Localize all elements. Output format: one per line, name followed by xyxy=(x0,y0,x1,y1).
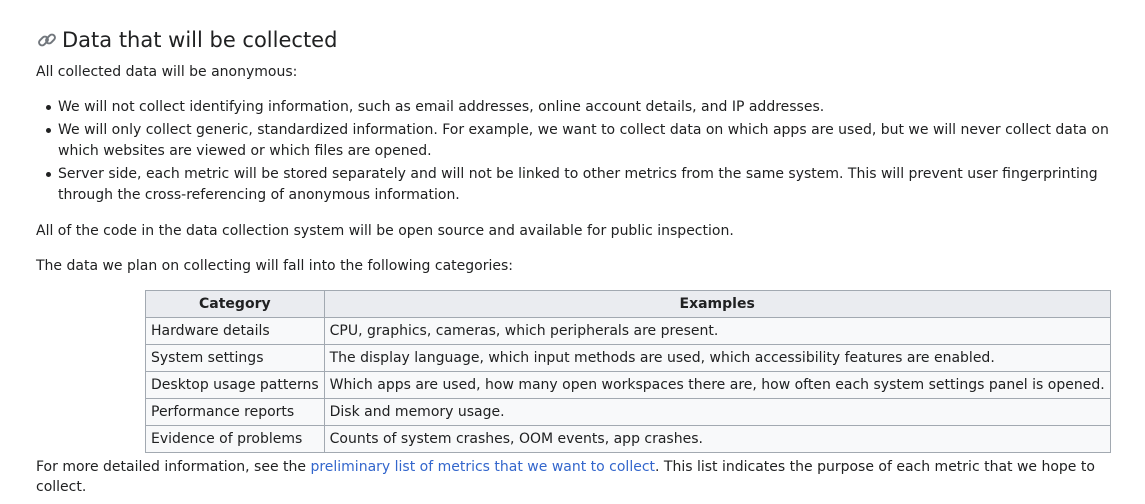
table-cell-examples: Disk and memory usage. xyxy=(324,399,1110,426)
table-row xyxy=(146,372,1111,399)
link-icon[interactable] xyxy=(36,29,58,51)
more-info-prefix: For more detailed information, see the xyxy=(36,459,311,475)
table-cell-category: Hardware details xyxy=(146,318,325,345)
list-item: We will not collect identifying information, such as email addresses, online account details, and IP addresses. xyxy=(36,97,1141,118)
open-source-paragraph: All of the code in the data collection system will be open source and available for public inspection. xyxy=(36,223,734,239)
categories-table xyxy=(145,290,1111,453)
list-item: Server side, each metric will be stored separately and will not be linked to other metrics from the same system. This will prevent user fingerprinting through the cross-referencing of anonymous information. xyxy=(36,164,1141,206)
table-row xyxy=(146,318,1111,345)
table-cell-examples: The display language, which input methods are used, which accessibility features are enabled. xyxy=(324,345,1110,372)
table-cell-category: System settings xyxy=(146,345,325,372)
table-cell-category: Evidence of problems xyxy=(146,426,325,453)
intro-paragraph: All collected data will be anonymous: xyxy=(36,64,298,80)
table-cell-category: Performance reports xyxy=(146,399,325,426)
table-cell-examples: CPU, graphics, cameras, which peripherals are present. xyxy=(324,318,1110,345)
table-row xyxy=(146,345,1111,372)
more-info-paragraph xyxy=(36,457,1145,497)
table-row xyxy=(146,399,1111,426)
list-item: We will only collect generic, standardized information. For example, we want to collect data on which apps are used, but we will never collect data on which websites are viewed or which files are opened. xyxy=(36,120,1141,162)
categories-intro-paragraph: The data we plan on collecting will fall into the following categories: xyxy=(36,258,513,274)
table-cell-category: Desktop usage patterns xyxy=(146,372,325,399)
column-header-examples: Examples xyxy=(324,291,1110,318)
section-heading xyxy=(36,26,337,54)
section-title: Data that will be collected xyxy=(62,28,338,52)
bullet-list xyxy=(36,97,1141,208)
table-cell-examples: Counts of system crashes, OOM events, app crashes. xyxy=(324,426,1110,453)
more-info-suffix: . This list indicates the purpose of each metric that we hope to collect. xyxy=(36,459,1095,495)
table-header-row xyxy=(146,291,1111,318)
metrics-list-link[interactable]: preliminary list of metrics that we want to collect xyxy=(310,459,656,475)
column-header-category: Category xyxy=(146,291,325,318)
table-row xyxy=(146,426,1111,453)
table-cell-examples: Which apps are used, how many open workspaces there are, how often each system settings panel is opened. xyxy=(324,372,1110,399)
